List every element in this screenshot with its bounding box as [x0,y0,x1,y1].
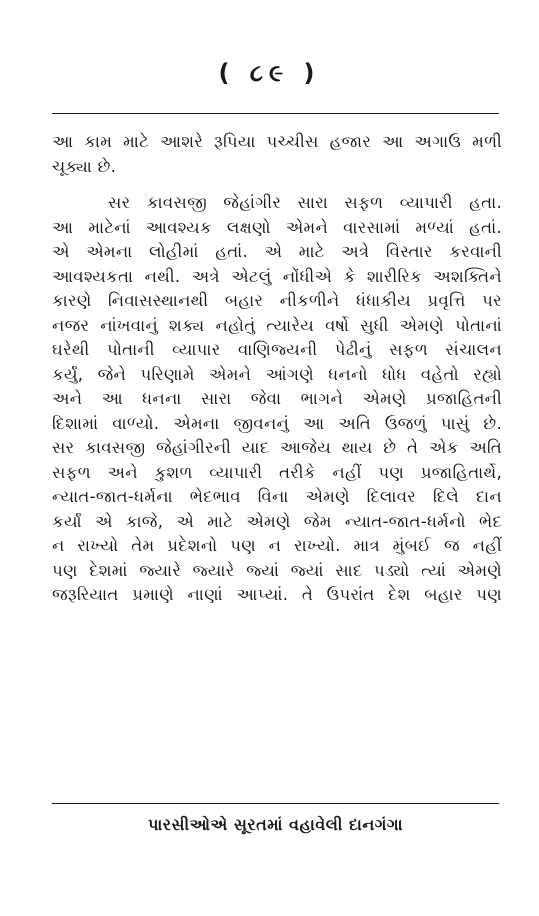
text-line: ન રાખ્યો તેમ પ્રદેશનો પણ ન રાખ્યો. માત્ર મુંબઈ જ નહીં [52,536,502,555]
page-number: ( ૮૯ ) [218,59,321,87]
text-line: ન્યાત-જાત-ધર્મના ભેદભાવ વિના એમણે દિલાવર દિલે દાન [52,487,502,506]
body-text [52,130,502,608]
text-line: કર્યું, જેને પરિણામે એમને આંગણે ધનનો ધોધ વહેતો રહ્યો [52,364,502,384]
footer-rule [52,803,499,804]
text-line: એ એમના લોહીમાં હતાં. એ માટે અત્રે વિસ્તાર કરવાની [52,242,502,261]
text-line: સર કાવસજી જેહાંગીર સારા સફળ વ્યાપારી હતા. [108,193,502,212]
text-line: આવશ્યકતા નથી. અત્રે એટલું નોંધીએ કે શારીરિક અશક્તિને [52,266,502,286]
text-line: દિશામાં વાળ્યો. એમના જીવનનું આ અતિ ઉજળું પાસું છે. [52,413,502,433]
text-line: જરૂરિયાત પ્રમાણે નાણાં આપ્યાં. તે ઉપરાંત દેશ બહાર પણ [52,585,502,604]
text-line: સર કાવસજી જેહાંગીરની યાદ આજેય થાય છે તે એક અતિ [52,438,502,457]
text-line: આ માટેનાં આવશ્યક લક્ષણો એમને વારસામાં મળ્યાં હતાં. [52,217,502,237]
text-line: આ કામ માટે આશરે રૂપિયા પચ્ચીસ હજાર આ અગાઉ મળી [52,132,502,151]
text-line: સફળ અને કુશળ વ્યાપારી તરીકે નહીં પણ પ્રજાહિતાર્થે, [52,462,502,482]
paragraph-gap [52,179,502,191]
text-line: કર્યાં એ કાજે, એ માટે એમણે જેમ ન્યાત-જાત-ધર્મનો ભેદ [52,511,502,531]
header-rule [52,113,499,114]
text-line: નજર નાંખવાનું શક્ય નહોતું ત્યારેય વર્ષો સુધી એમણે પોતાનાં [52,315,502,335]
text-line: પણ દેશમાં જ્યારે જ્યારે જ્યાં જ્યાં સાદ પડ્યો ત્યાં એમણે [52,560,502,580]
text-line: ઘરેથી પોતાની વ્યાપાર વાણિજ્યની પેઢીનું સફળ સંચાલન [52,340,502,359]
text-line: અને આ ધનના સારા જેવા ભાગને એમણે પ્રજાહિતની [52,389,502,408]
paragraph-1 [52,130,502,179]
running-footer: પારસીઓએ સૂરતમાં વહાવેલી દાનગંગા [147,815,404,834]
paragraph-2 [52,191,502,608]
text-line: ચૂક્યા છે. [52,156,117,176]
text-line: કારણે નિવાસસ્થાનથી બહાર નીકળીને ધંધાકીય પ્રવૃત્તિ પર [52,291,502,310]
